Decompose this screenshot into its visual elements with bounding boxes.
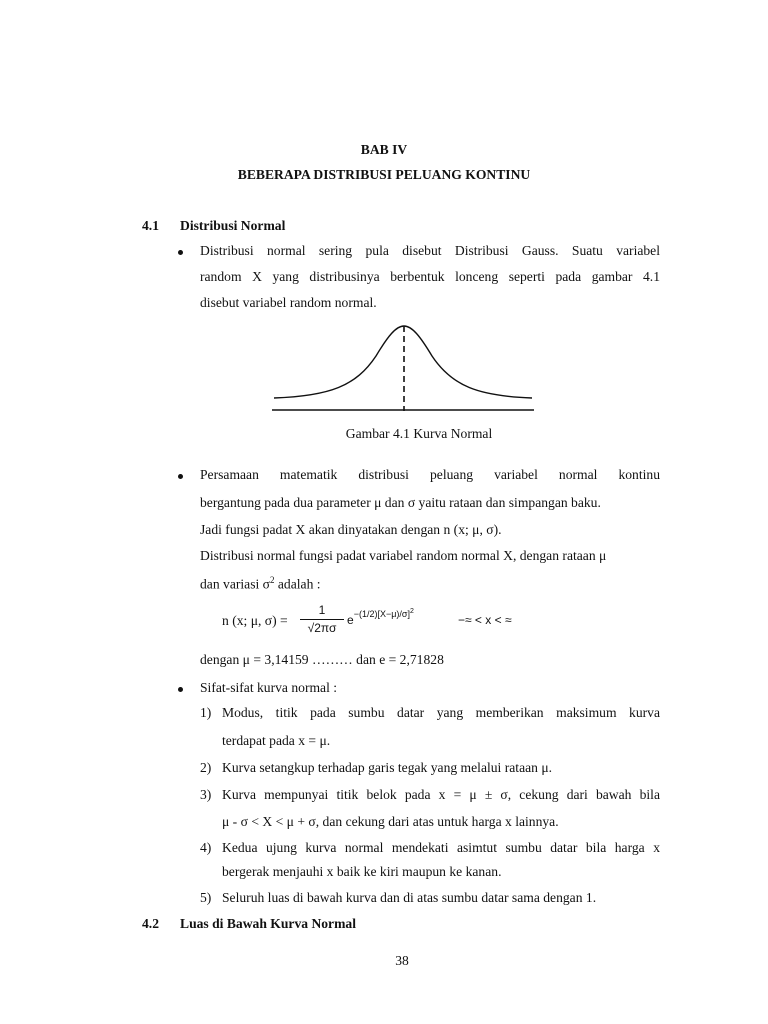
section-title: Distribusi Normal bbox=[180, 218, 286, 233]
item-line: Kurva setangkup terhadap garis tegak yang melalui rataan μ. bbox=[222, 760, 553, 775]
paragraph-line: random X yang distribusinya berbentuk lonceng seperti pada gambar 4.1 bbox=[200, 269, 660, 284]
paragraph-line: Distribusi normal fungsi padat variabel random normal X, dengan rataan μ bbox=[200, 548, 607, 563]
item-line: Kedua ujung kurva normal mendekati asimtut sumbu datar bila harga x bbox=[222, 840, 660, 855]
section-title: Luas di Bawah Kurva Normal bbox=[180, 916, 356, 931]
item-number: 2) bbox=[200, 760, 212, 775]
figure-caption: Gambar 4.1 Kurva Normal bbox=[345, 426, 493, 441]
bell-curve bbox=[274, 326, 532, 398]
formula-lhs: n (x; μ, σ) = bbox=[222, 613, 288, 628]
paragraph-line: disebut variabel random normal. bbox=[200, 295, 377, 310]
formula-range: −≈ < x < ≈ bbox=[458, 613, 512, 627]
variance-superscript: 2 bbox=[270, 575, 275, 585]
exp-exponent: −(1/2)[X−μ)/σ] bbox=[353, 609, 410, 619]
paragraph-line: Persamaan matematik distribusi peluang variabel normal kontinu bbox=[200, 467, 660, 482]
normal-curve-figure bbox=[270, 318, 536, 414]
item-number: 3) bbox=[200, 787, 212, 802]
paragraph-line: bergantung pada dua parameter μ dan σ yaitu rataan dan simpangan baku. bbox=[200, 495, 601, 510]
item-line: terdapat pada x = μ. bbox=[222, 733, 331, 748]
bullet-point bbox=[176, 680, 188, 694]
formula-fraction bbox=[300, 603, 344, 635]
item-line: Modus, titik pada sumbu datar yang memberikan maksimum kurva bbox=[222, 705, 660, 720]
section-number: 4.1 bbox=[142, 218, 159, 233]
variance-text: dan variasi σ bbox=[200, 576, 270, 592]
chapter-title: BEBERAPA DISTRIBUSI PELUANG KONTINU bbox=[237, 167, 531, 182]
properties-title: Sifat-sifat kurva normal : bbox=[200, 680, 338, 695]
section-number: 4.2 bbox=[142, 916, 159, 931]
exp-base: e bbox=[347, 613, 354, 627]
formula-numerator: 1 bbox=[318, 603, 326, 617]
item-number: 4) bbox=[200, 840, 212, 855]
formula-denominator: √2πσ bbox=[307, 621, 337, 635]
constants-line: dengan μ = 3,14159 ……… dan e = 2,71828 bbox=[200, 652, 444, 667]
bullet-point bbox=[176, 243, 188, 257]
item-line: Seluruh luas di bawah kurva dan di atas sumbu datar sama dengan 1. bbox=[222, 890, 597, 905]
item-line: Kurva mempunyai titik belok pada x = μ ± σ, cekung dari bawah bila bbox=[222, 787, 660, 802]
paragraph-line: Jadi fungsi padat X akan dinyatakan dengan n (x; μ, σ). bbox=[200, 522, 502, 537]
item-number: 1) bbox=[200, 705, 212, 720]
variance-text-post: adalah : bbox=[274, 576, 321, 592]
bullet-point bbox=[176, 467, 188, 481]
chapter-label: BAB IV bbox=[360, 142, 408, 157]
item-number: 5) bbox=[200, 890, 212, 905]
exp-power: 2 bbox=[409, 608, 414, 615]
fraction-bar bbox=[300, 619, 344, 620]
paragraph-line bbox=[200, 575, 660, 593]
page-number: 38 bbox=[395, 953, 409, 968]
paragraph-line: Distribusi normal sering pula disebut Distribusi Gauss. Suatu variabel bbox=[200, 243, 660, 258]
item-line: bergerak menjauhi x baik ke kiri maupun ke kanan. bbox=[222, 864, 502, 879]
item-line: μ - σ < X < μ + σ, dan cekung dari atas untuk harga x lainnya. bbox=[222, 814, 559, 829]
formula-exponential bbox=[347, 610, 414, 627]
